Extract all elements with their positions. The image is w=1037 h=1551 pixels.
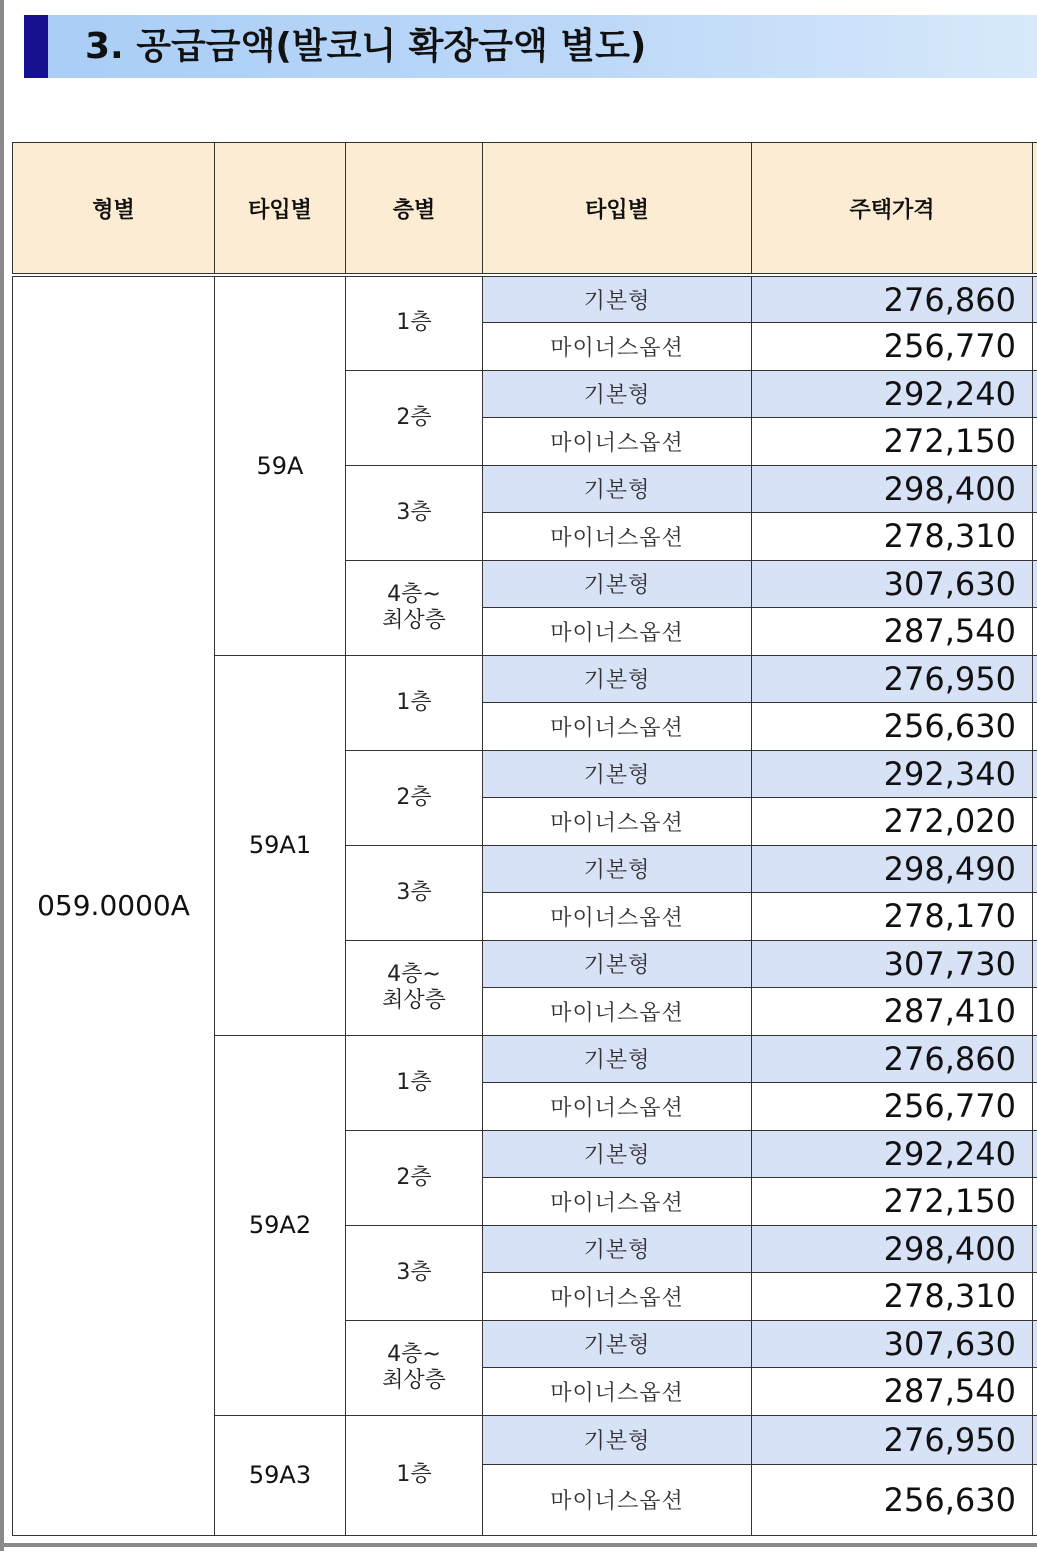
option-label: 마이너스옵션 [483, 1178, 752, 1226]
option-label: 기본형 [483, 275, 752, 323]
cutoff-cell [1033, 1083, 1037, 1131]
cutoff-cell [1033, 513, 1037, 561]
page-frame-left [0, 0, 4, 1551]
price-value: 276,860 [752, 275, 1033, 323]
floor-cell [346, 1320, 483, 1415]
price-value: 272,150 [752, 418, 1033, 466]
option-label: 마이너스옵션 [483, 513, 752, 561]
cutoff-cell [1033, 1130, 1037, 1178]
page-frame-bottom [0, 1543, 1037, 1547]
option-label: 기본형 [483, 370, 752, 418]
option-label: 기본형 [483, 845, 752, 893]
price-value: 256,770 [752, 323, 1033, 371]
header-house-price: 주택가격 [752, 143, 1033, 276]
floor-line: 4층~ [387, 1341, 441, 1367]
floor-cell: 2층 [346, 750, 483, 845]
price-value: 292,240 [752, 370, 1033, 418]
price-value: 278,310 [752, 1273, 1033, 1321]
cutoff-cell [1033, 940, 1037, 988]
price-value: 307,630 [752, 1320, 1033, 1368]
header-model: 형별 [13, 143, 215, 276]
cutoff-cell [1033, 703, 1037, 751]
price-value: 292,340 [752, 750, 1033, 798]
cutoff-cell [1033, 845, 1037, 893]
header-floor: 층별 [346, 143, 483, 276]
cutoff-cell [1033, 1368, 1037, 1416]
price-value: 278,310 [752, 513, 1033, 561]
price-value: 307,630 [752, 560, 1033, 608]
price-value: 298,400 [752, 1225, 1033, 1273]
option-label: 마이너스옵션 [483, 893, 752, 941]
price-value: 272,020 [752, 798, 1033, 846]
option-label: 기본형 [483, 1415, 752, 1464]
cutoff-cell [1033, 465, 1037, 513]
option-label: 마이너스옵션 [483, 703, 752, 751]
option-label: 마이너스옵션 [483, 323, 752, 371]
option-label: 마이너스옵션 [483, 1368, 752, 1416]
floor-line: 4층~ [387, 581, 441, 607]
option-label: 기본형 [483, 465, 752, 513]
option-label: 기본형 [483, 1320, 752, 1368]
supply-price-table [12, 142, 1037, 1536]
option-label: 마이너스옵션 [483, 1083, 752, 1131]
price-value: 287,410 [752, 988, 1033, 1036]
price-value: 278,170 [752, 893, 1033, 941]
floor-cell: 1층 [346, 1035, 483, 1130]
header-cutoff-column [1033, 143, 1037, 276]
option-label: 마이너스옵션 [483, 798, 752, 846]
cutoff-cell [1033, 1178, 1037, 1226]
cutoff-cell [1033, 418, 1037, 466]
floor-line: 최상층 [382, 1367, 446, 1393]
cutoff-cell [1033, 560, 1037, 608]
type-cell: 59A [215, 275, 346, 655]
cutoff-cell [1033, 1320, 1037, 1368]
table-header-row [13, 143, 1037, 276]
cutoff-cell [1033, 608, 1037, 656]
header-option-type: 타입별 [483, 143, 752, 276]
header-type: 타입별 [215, 143, 346, 276]
floor-line: 4층~ [387, 961, 441, 987]
cutoff-cell [1033, 1035, 1037, 1083]
cutoff-cell [1033, 893, 1037, 941]
option-label: 마이너스옵션 [483, 1464, 752, 1535]
type-cell: 59A1 [215, 655, 346, 1035]
floor-cell: 2층 [346, 1130, 483, 1225]
floor-cell: 1층 [346, 1415, 483, 1535]
type-cell: 59A2 [215, 1035, 346, 1415]
price-value: 287,540 [752, 608, 1033, 656]
price-value: 256,770 [752, 1083, 1033, 1131]
option-label: 마이너스옵션 [483, 418, 752, 466]
price-value: 307,730 [752, 940, 1033, 988]
cutoff-cell [1033, 1464, 1037, 1535]
floor-cell: 3층 [346, 465, 483, 560]
option-label: 기본형 [483, 1225, 752, 1273]
price-value: 256,630 [752, 703, 1033, 751]
floor-cell: 3층 [346, 845, 483, 940]
floor-line: 최상층 [382, 987, 446, 1013]
price-value: 276,950 [752, 1415, 1033, 1464]
cutoff-cell [1033, 370, 1037, 418]
option-label: 마이너스옵션 [483, 988, 752, 1036]
price-value: 272,150 [752, 1178, 1033, 1226]
cutoff-cell [1033, 275, 1037, 323]
option-label: 기본형 [483, 655, 752, 703]
option-label: 마이너스옵션 [483, 608, 752, 656]
floor-cell [346, 560, 483, 655]
option-label: 기본형 [483, 1130, 752, 1178]
cutoff-cell [1033, 750, 1037, 798]
cutoff-cell [1033, 323, 1037, 371]
option-label: 기본형 [483, 1035, 752, 1083]
cutoff-cell [1033, 988, 1037, 1036]
page-title: 3. 공급금액(발코니 확장금액 별도) [85, 26, 647, 67]
cutoff-cell [1033, 1273, 1037, 1321]
floor-cell: 2층 [346, 370, 483, 465]
option-label: 기본형 [483, 750, 752, 798]
price-value: 276,860 [752, 1035, 1033, 1083]
cutoff-cell [1033, 655, 1037, 703]
title-accent-bar [24, 15, 48, 78]
option-label: 마이너스옵션 [483, 1273, 752, 1321]
price-value: 276,950 [752, 655, 1033, 703]
table-row [13, 275, 1037, 323]
option-label: 기본형 [483, 940, 752, 988]
cutoff-cell [1033, 1225, 1037, 1273]
floor-cell [346, 940, 483, 1035]
cutoff-cell [1033, 798, 1037, 846]
model-cell: 059.0000A [13, 275, 215, 1535]
price-value: 256,630 [752, 1464, 1033, 1535]
price-value: 292,240 [752, 1130, 1033, 1178]
option-label: 기본형 [483, 560, 752, 608]
floor-cell: 1층 [346, 655, 483, 750]
type-cell: 59A3 [215, 1415, 346, 1535]
floor-cell: 3층 [346, 1225, 483, 1320]
price-value: 298,490 [752, 845, 1033, 893]
price-value: 298,400 [752, 465, 1033, 513]
floor-cell: 1층 [346, 275, 483, 370]
floor-line: 최상층 [382, 607, 446, 633]
cutoff-cell [1033, 1415, 1037, 1464]
price-value: 287,540 [752, 1368, 1033, 1416]
